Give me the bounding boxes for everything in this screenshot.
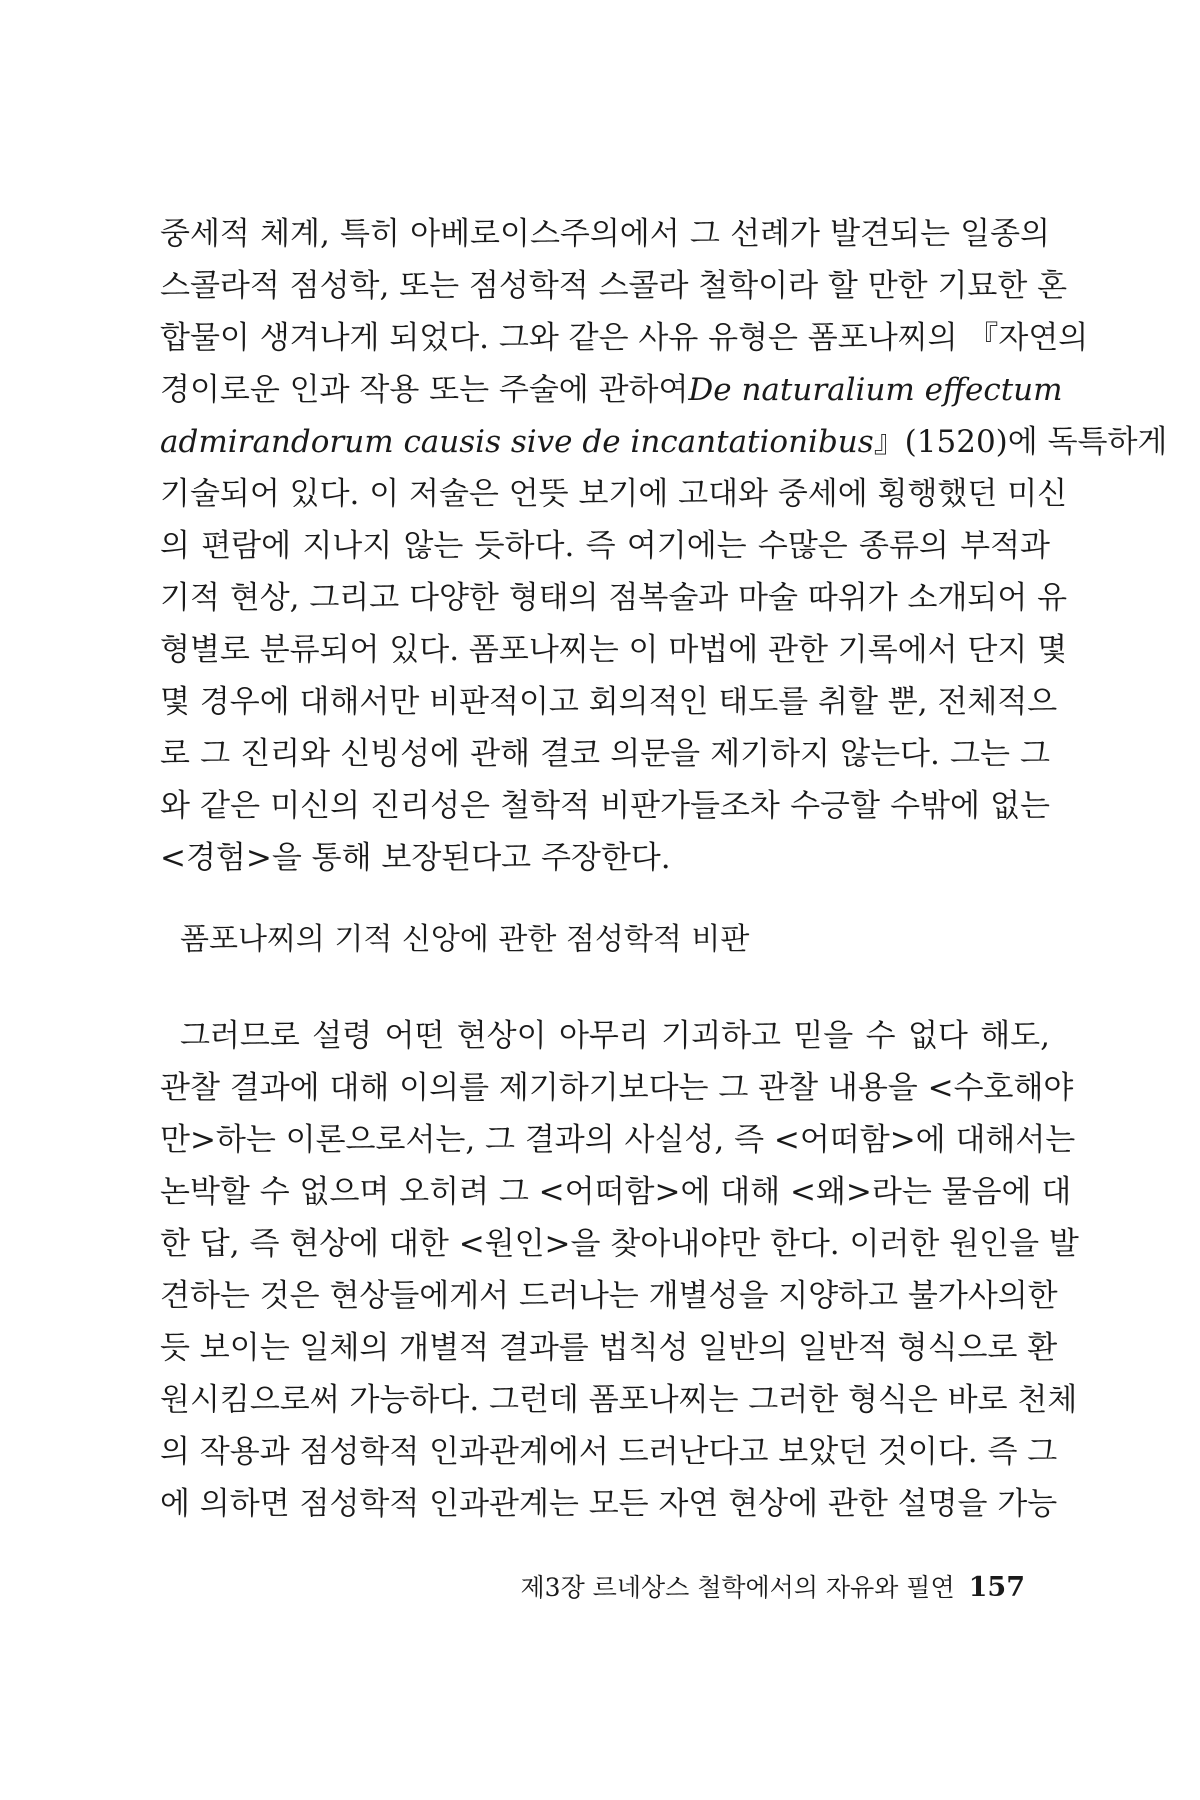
text-line: 몇 경우에 대해서만 비판적이고 회의적인 태도를 취할 뿐, 전체적으 [160, 684, 1058, 720]
text-line: 형별로 분류되어 있다. 폼포나찌는 이 마법에 관한 기록에서 단지 몇 [160, 632, 1068, 668]
text-line: 의 편람에 지나지 않는 듯하다. 즉 여기에는 수많은 종류의 부적과 [160, 528, 1050, 564]
page-number: 157 [968, 1572, 1025, 1603]
paragraph-2 [160, 1010, 1079, 1530]
latin-title-segment: De naturalium effectum [688, 372, 1063, 408]
text-line: 와 같은 미신의 진리성은 철학적 비판가들조차 수긍할 수밖에 없는 [160, 788, 1050, 824]
text-line-with-latin [160, 364, 1063, 416]
text-segment: 경이로운 인과 작용 또는 주술에 관하여 [160, 372, 689, 408]
text-line: 한 답, 즉 현상에 대한 <원인>을 찾아내야만 한다. 이러한 원인을 발 [160, 1226, 1079, 1262]
page-footer [521, 1570, 1025, 1606]
text-segment: 』(1520)에 독특하게 [873, 424, 1168, 460]
text-line: 중세적 체계, 특히 아베로이스주의에서 그 선례가 발견되는 일종의 [160, 216, 1050, 252]
text-line: 로 그 진리와 신빙성에 관해 결코 의문을 제기하지 않는다. 그는 그 [160, 736, 1050, 772]
text-line: 스콜라적 점성학, 또는 점성학적 스콜라 철학이라 할 만한 기묘한 혼 [160, 268, 1068, 304]
text-line: 의 작용과 점성학적 인과관계에서 드러난다고 보았던 것이다. 즉 그 [160, 1434, 1058, 1470]
text-line: 기술되어 있다. 이 저술은 언뜻 보기에 고대와 중세에 횡행했던 미신 [160, 476, 1068, 512]
text-line: 원시킴으로써 가능하다. 그런데 폼포나찌는 그러한 형식은 바로 천체 [160, 1382, 1078, 1418]
chapter-title: 제3장 르네상스 철학에서의 자유와 필연 [520, 1573, 955, 1602]
text-line: 그러므로 설령 어떤 현상이 아무리 기괴하고 믿을 수 없다 해도, [180, 1018, 1050, 1054]
latin-title-segment: admirandorum causis sive de incantationibus [160, 424, 874, 460]
text-line: 관찰 결과에 대해 이의를 제기하기보다는 그 관찰 내용을 <수호해야 [160, 1070, 1074, 1106]
text-line: <경험>을 통해 보장된다고 주장한다. [160, 840, 671, 876]
text-line: 견하는 것은 현상들에게서 드러나는 개별성을 지양하고 불가사의한 [160, 1278, 1058, 1314]
text-line-with-latin [160, 416, 1168, 468]
text-line: 만>하는 이론으로서는, 그 결과의 사실성, 즉 <어떠함>에 대해서는 [160, 1122, 1076, 1158]
text-line: 논박할 수 없으며 오히려 그 <어떠함>에 대해 <왜>라는 물음에 대 [160, 1174, 1072, 1210]
text-line: 듯 보이는 일체의 개별적 결과를 법칙성 일반의 일반적 형식으로 환 [160, 1330, 1058, 1366]
section-heading: 폼포나찌의 기적 신앙에 관한 점성학적 비판 [180, 922, 750, 957]
text-line: 에 의하면 점성학적 인과관계는 모든 자연 현상에 관한 설명을 가능 [160, 1486, 1058, 1522]
text-line: 합물이 생겨나게 되었다. 그와 같은 사유 유형은 폼포나찌의 『자연의 [160, 320, 1089, 356]
paragraph-1 [160, 208, 1168, 884]
text-line: 기적 현상, 그리고 다양한 형태의 점복술과 마술 따위가 소개되어 유 [160, 580, 1068, 616]
